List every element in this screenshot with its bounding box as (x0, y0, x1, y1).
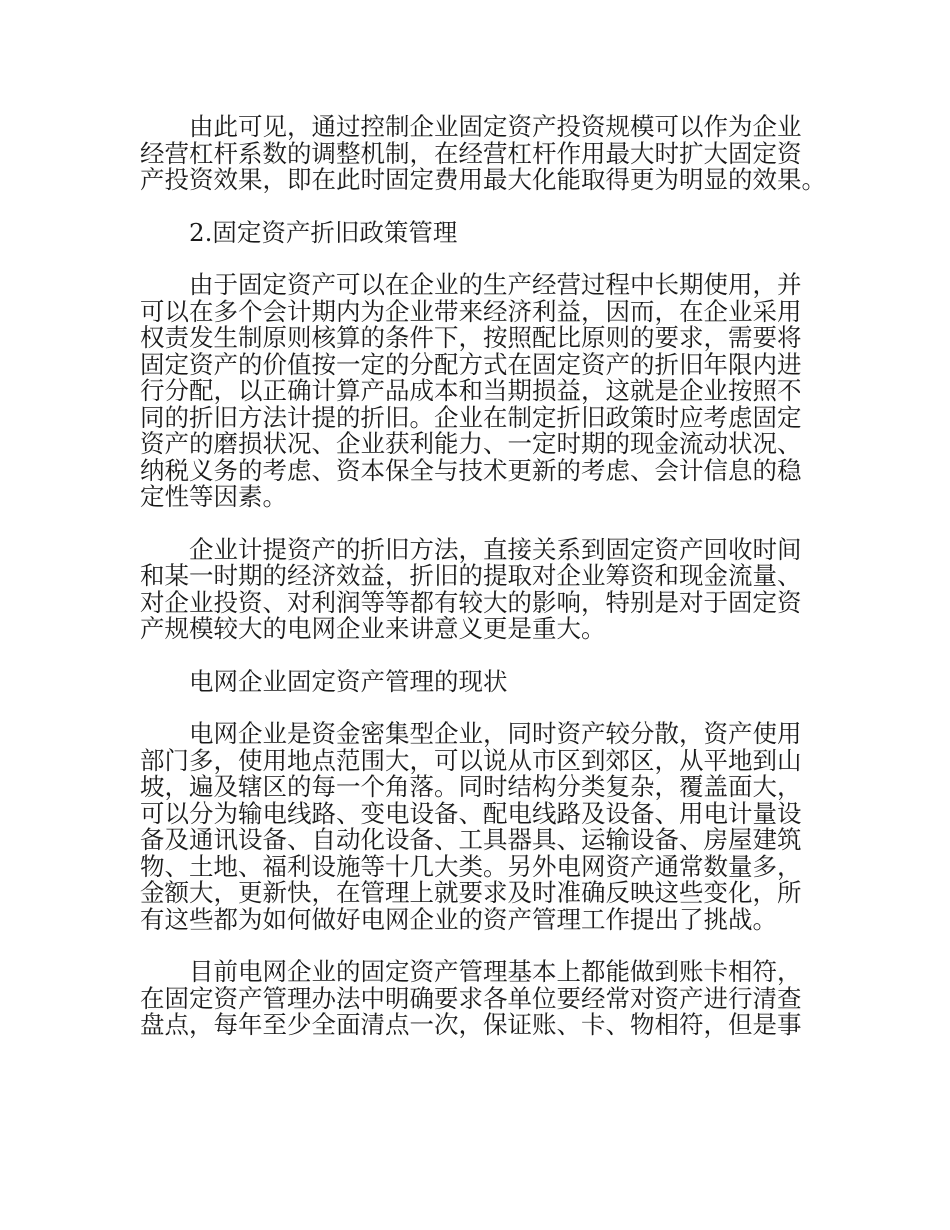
text-line: 企业计提资产的折旧方法，直接关系到固定资产回收时间 (189, 534, 802, 564)
text-line: 可以在多个会计期内为企业带来经济利益，因而，在企业采用 (140, 296, 802, 326)
text-line: 和某一时期的经济效益，折旧的提取对企业筹资和现金流量、 (140, 561, 802, 590)
text-line: 在固定资产管理办法中明确要求各单位要经常对资产进行清查 (140, 983, 802, 1013)
text-line: 固定资产的价值按一定的分配方式在固定资产的折旧年限内进 (140, 349, 802, 379)
paragraph-leverage-conclusion (140, 114, 830, 194)
text-line: 由此可见，通过控制企业固定资产投资规模可以作为企业 (189, 112, 802, 141)
text-line: 备及通讯设备、自动化设备、工具器具、运输设备、房屋建筑 (140, 825, 802, 854)
text-line: 经营杠杆系数的调整机制，在经营杠杆作用最大时扩大固定资 (140, 138, 802, 168)
text-line: 资产的磨损状况、企业获利能力、一定时期的现金流动状况、 (140, 429, 802, 458)
text-line: 盘点，每年至少全面清点一次，保证账、卡、物相符，但是事 (140, 1010, 802, 1039)
text-line: 纳税义务的考虑、资本保全与技术更新的考虑、会计信息的稳 (140, 455, 802, 485)
text-line: 部门多，使用地点范围大，可以说从市区到郊区，从平地到山 (140, 745, 802, 775)
paragraph-grid-asset-characteristics (140, 721, 830, 933)
text-line: 产规模较大的电网企业来讲意义更是重大。 (140, 614, 606, 643)
section-heading-grid-asset-status (140, 666, 830, 696)
text-line: 由于固定资产可以在企业的生产经营过程中长期使用，并 (189, 270, 802, 299)
document-page (140, 114, 830, 1065)
paragraph-depreciation-explanation (140, 272, 830, 511)
text-line: 坡，遍及辖区的每一个角落。同时结构分类复杂，覆盖面大， (140, 772, 802, 801)
text-line: 可以分为输电线路、变电设备、配电线路及设备、用电计量设 (140, 798, 802, 828)
text-line: 物、土地、福利设施等十几大类。另外电网资产通常数量多， (140, 851, 802, 881)
text-line: 定性等因素。 (140, 482, 287, 511)
text-line: 目前电网企业的固定资产管理基本上都能做到账卡相符， (189, 957, 802, 986)
text-line: 同的折旧方法计提的折旧。企业在制定折旧政策时应考虑固定 (140, 402, 802, 432)
heading-text: 电网企业固定资产管理的现状 (189, 666, 508, 696)
text-line: 行分配，以正确计算产品成本和当期损益，这就是企业按照不 (140, 376, 802, 405)
text-line: 产投资效果，即在此时固定费用最大化能取得更为明显的效果。 (140, 165, 826, 194)
text-line: 有这些都为如何做好电网企业的资产管理工作提出了挑战。 (140, 904, 777, 934)
section-heading-depreciation-policy (140, 217, 830, 247)
text-line: 权责发生制原则核算的条件下，按照配比原则的要求，需要将 (140, 323, 802, 352)
paragraph-depreciation-methods (140, 534, 830, 643)
paragraph-current-management (140, 959, 830, 1039)
text-line: 电网企业是资金密集型企业，同时资产较分散，资产使用 (189, 719, 802, 748)
text-line: 对企业投资、对利润等等都有较大的影响，特别是对于固定资 (140, 587, 802, 617)
heading-text: 2.固定资产折旧政策管理 (189, 217, 458, 247)
text-line: 金额大，更新快，在管理上就要求及时准确反映这些变化，所 (140, 878, 802, 907)
